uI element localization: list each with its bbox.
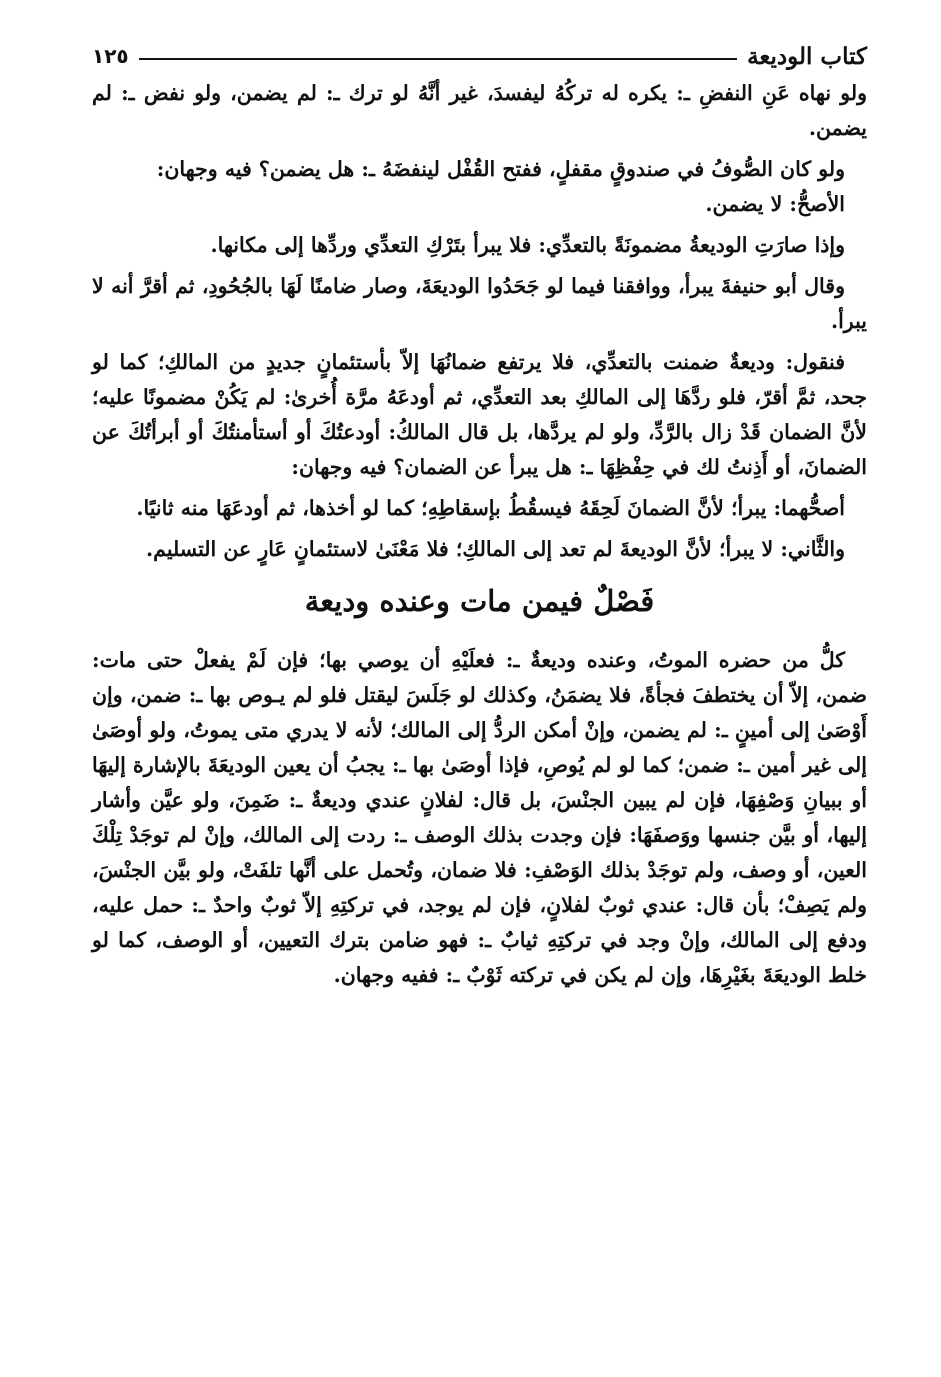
paragraph: كلُّ من حضره الموتُ، وعنده وديعةٌ ـ: فعلَيْهِ أن يوصي بها؛ فإن لَمْ يفعلْ حتى مات: ضمن، إلاّ أن يختطفَ فجأةً، فلا يضمَنُ، وكذلك لو جَلَسَ ليقتل فلو لم يـوص بها ـ: ضمن، وإن أَوْصَىٰ إلى أمينٍ ـ: لم يضمن، وإنْ أمكن الردُّ إلى المالك؛ لأنه لا يدري متى يموتُ، ولو أوصَىٰ إلى غير أمين ـ: ضمن؛ كما لو لم يُوصِ، فإذا أوصَىٰ بها ـ: يجبُ أن يعين الوديعَةَ بالإشارة إليهَا أو ببيانِ وَصْفِهَا، فإن لم يبين الجنْسَ، بل قال: لفلانٍ عندي وديعةٌ ـ: ضَمِنَ، ولو عيَّن وأشار إليها، أو بيَّن جنسها ووَصفَهَا: فإن وجدت بذلك الوصف ـ: ردت إلى المالك، وإنْ لم توجَدْ تِلْكَ العين، أو وصف، ولم توجَدْ بذلك الوَصْفِ: فلا ضمان، وتُحمل على أنَّها تلفَتْ، ولو بيَّن الجنْسَ، ولم يَصِفْ؛ بأن قال: عندي ثوبٌ لفلانٍ، فإن لم يوجد، في تركتِهِ إلاّ ثوبٌ واحدٌ ـ: حمل عليه، ودفع إلى المالك، وإنْ وجد في تركتِهِ ثيابٌ ـ: فهو ضامن بترك التعيين، أو الوصف، كما لو خلط الوديعَةَ بغَيْرِهَا، وإن لم يكن في تركته ثَوْبٌ ـ: ففيه وجهان. xyxy=(92,648,867,987)
paragraph: فنقول: وديعةٌ ضمنت بالتعدِّي، فلا يرتفع ضمانُهَا إلاّ بأستئمانٍ جديدٍ من المالكِ؛ كما لو جحد، ثمَّ أقرّ، فلو ردَّهَا إلى المالكِ بعد التعدِّي، ثم أودعَهُ مرَّة أُخرىٰ: لم يَكُنْ مضمونًا عليه؛ لأنَّ الضمان قَدْ زال بالرَّدِّ، ولو لم يردَّها، بل قال المالكُ: أودعتُكَ أو أستأمنتُكَ أو أبرأتُكَ عن الضمانَ، أو أَذِنتُ لك في حِفْظِهَا ـ: هل يبرأ عن الضمان؟ فيه وجهان: xyxy=(92,350,867,479)
paragraph: ولو كان الصُّوفُ في صندوقٍ مقفلٍ، ففتح القُفْل لينفضَهُ ـ: هل يضمن؟ فيه وجهان: xyxy=(156,157,845,181)
paragraph: أصحُّهما: يبرأ؛ لأنَّ الضمانَ لَحِقَهُ فيسقُطُ بإسقاطِهِ؛ كما لو أخذها، ثم أودعَهَا منه ثانيًا. xyxy=(136,496,845,520)
header-rule xyxy=(139,58,737,60)
section-heading: فَصْلٌ فيمن مات وعنده وديعة xyxy=(304,584,655,618)
running-title: كتاب الوديعة xyxy=(747,42,867,70)
paragraph: ولو نهاه عَنِ النفضِ ـ: يكره له تركُهُ ليفسدَ، غير أنَّهُ لو ترك ـ: لم يضمن، ولو نفض ـ: لم يضمن. xyxy=(92,81,867,140)
paragraph: وقال أبو حنيفةَ يبرأ، ووافقنا فيما لو جَحَدُوا الوديعَةَ، وصار ضامنًا لَهَا بالجُحُودِ، ثم أقرَّ أنه لا يبرأ. xyxy=(92,274,867,333)
page-number: ١٢٥ xyxy=(92,44,129,68)
page-body xyxy=(92,76,867,993)
paragraph: وإذا صارَتِ الوديعةُ مضمونَةً بالتعدِّي: فلا يبرأ بتَرْكِ التعدِّي وردِّها إلى مكانها. xyxy=(210,233,845,257)
paragraph: الأصحُّ: لا يضمن. xyxy=(705,192,845,216)
paragraph: والثَّاني: لا يبرأ؛ لأنَّ الوديعةَ لم تعد إلى المالكِ؛ فلا مَعْنَىٰ لاستئمانٍ عَارٍ عن التسليم. xyxy=(146,537,845,561)
page-header xyxy=(92,36,867,76)
